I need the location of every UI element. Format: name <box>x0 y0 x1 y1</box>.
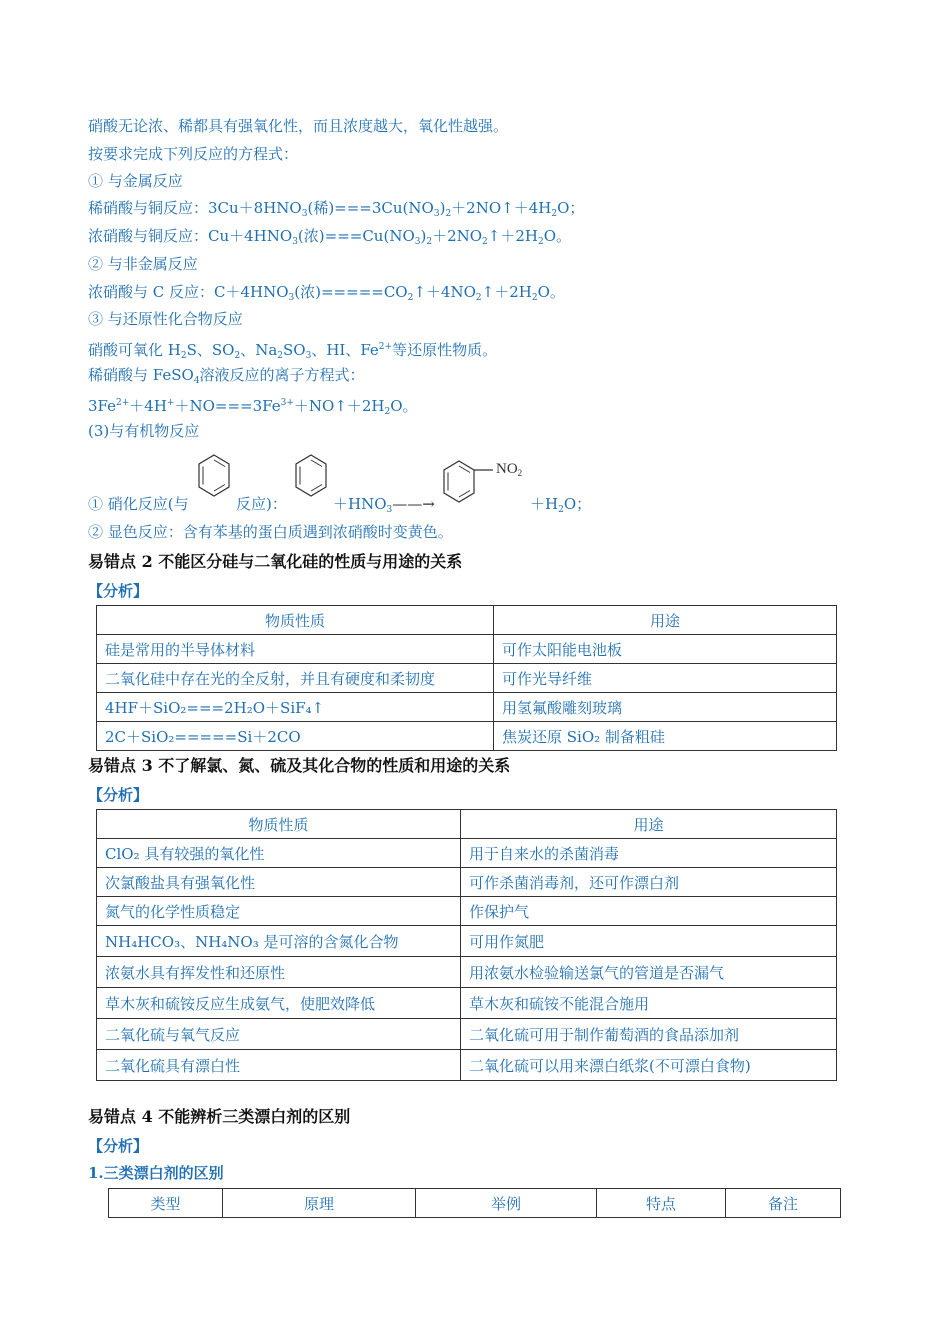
table-cell: 草木灰和硫铵不能混合施用 <box>461 988 837 1019</box>
table-header: 原理 <box>223 1189 416 1218</box>
table-header-row <box>97 810 837 839</box>
table-cell: 二氧化硫可用于制作葡萄酒的食品添加剂 <box>461 1019 837 1050</box>
benzene-ring-icon <box>293 453 329 505</box>
equation-line: 浓硝酸与铜反应：$Cu+4HNO_3$(浓)$===Cu(NO_3)_2+2NO_2↑+2H_2O$。 <box>88 227 572 247</box>
equation-line: $3Fe^{2+}+4H^++NO===3Fe^{3+}+NO↑+2H_2O$。 <box>88 397 418 417</box>
table-cell: 用于自来水的杀菌消毒 <box>461 839 837 868</box>
section-heading: 易错点 3 不了解氯、氮、硫及其化合物的性质和用途的关系 <box>88 756 511 775</box>
table-cell: 可作杀菌消毒剂，还可作漂白剂 <box>461 868 837 897</box>
table-cell: 用浓氨水检验输送氯气的管道是否漏气 <box>461 957 837 988</box>
table-cell: 焦炭还原 SiO₂ 制备粗硅 <box>494 722 837 751</box>
table-cell: 次氯酸盐具有强氧化性 <box>97 868 461 897</box>
text-line: ③ 与还原性化合物反应 <box>88 310 243 328</box>
text-line: ① 与金属反应 <box>88 172 183 190</box>
nitrogen-sulfur-properties-table <box>96 809 837 1081</box>
table-header: 举例 <box>416 1189 597 1218</box>
silicon-properties-table <box>96 605 837 751</box>
table-row <box>97 897 837 926</box>
table-row <box>97 988 837 1019</box>
table-cell: 2C＋SiO₂=====Si＋2CO <box>97 722 494 751</box>
table-cell: 可作光导纤维 <box>494 664 837 693</box>
text-line: 稀硝酸与 FeSO$_4$溶液反应的离子方程式： <box>88 366 365 386</box>
table-header-row <box>109 1189 841 1218</box>
table-header-row <box>97 606 837 635</box>
text-line: ② 与非金属反应 <box>88 255 198 273</box>
table-cell: 4HF＋SiO₂===2H₂O＋SiF₄↑ <box>97 693 494 722</box>
table-cell: NH₄HCO₃、NH₄NO₃ 是可溶的含氮化合物 <box>97 926 461 957</box>
table-row <box>97 722 837 751</box>
table-cell: 作保护气 <box>461 897 837 926</box>
table-row <box>97 926 837 957</box>
equation-line: $+H_2O$； <box>530 495 592 515</box>
text-line: (3)与有机物反应 <box>88 422 200 440</box>
subsection-heading: 1.三类漂白剂的区别 <box>88 1164 224 1182</box>
bleach-comparison-table <box>108 1188 841 1218</box>
benzene-ring-icon <box>196 453 232 505</box>
table-row <box>97 1050 837 1081</box>
analysis-label: 【分析】 <box>88 786 149 804</box>
table-cell: 二氧化硫与氧气反应 <box>97 1019 461 1050</box>
equation-line: 稀硝酸与铜反应：$3Cu+8HNO_3$(稀)$===3Cu(NO_3)_2+2NO↑+4H_2O$； <box>88 199 585 219</box>
nitro-group-label: $NO_2$ <box>496 461 523 478</box>
analysis-label: 【分析】 <box>88 1137 149 1155</box>
table-header: 备注 <box>726 1189 841 1218</box>
table-cell: 用氢氟酸雕刻玻璃 <box>494 693 837 722</box>
text-line: 硝酸可氧化 $H_2S$、$SO_2$、$Na_2SO_3$、HI、$Fe^{2+}$等还原性物质。 <box>88 341 498 361</box>
table-header: 类型 <box>109 1189 223 1218</box>
table-cell: 浓氨水具有挥发性和还原性 <box>97 957 461 988</box>
table-header: 物质性质 <box>97 810 461 839</box>
table-cell: 可作太阳能电池板 <box>494 635 837 664</box>
nitrobenzene-icon <box>441 453 501 505</box>
table-cell: 氮气的化学性质稳定 <box>97 897 461 926</box>
table-row <box>97 957 837 988</box>
equation-line: 反应)： <box>236 495 287 513</box>
table-header: 物质性质 <box>97 606 494 635</box>
table-row <box>97 635 837 664</box>
table-cell: ClO₂ 具有较强的氧化性 <box>97 839 461 868</box>
table-cell: 可用作氮肥 <box>461 926 837 957</box>
table-cell: 硅是常用的半导体材料 <box>97 635 494 664</box>
analysis-label: 【分析】 <box>88 582 149 600</box>
table-header: 用途 <box>461 810 837 839</box>
table-header: 特点 <box>597 1189 726 1218</box>
table-row <box>97 664 837 693</box>
table-row <box>97 1019 837 1050</box>
table-cell: 二氧化硫具有漂白性 <box>97 1050 461 1081</box>
equation-line: ① 硝化反应(与 <box>88 495 189 513</box>
table-cell: 二氧化硅中存在光的全反射，并且有硬度和柔韧度 <box>97 664 494 693</box>
section-heading: 易错点 2 不能区分硅与二氧化硅的性质与用途的关系 <box>88 552 463 571</box>
text-line: 按要求完成下列反应的方程式： <box>88 145 299 163</box>
table-cell: 二氧化硫可以用来漂白纸浆(不可漂白食物) <box>461 1050 837 1081</box>
table-header: 用途 <box>494 606 837 635</box>
equation-line: $+HNO_3——\to$ <box>333 495 435 515</box>
text-line: ② 显色反应：含有苯基的蛋白质遇到浓硝酸时变黄色。 <box>88 523 453 541</box>
table-cell: 草木灰和硫铵反应生成氨气，使肥效降低 <box>97 988 461 1019</box>
table-row <box>97 839 837 868</box>
table-row <box>97 868 837 897</box>
text-line: 硝酸无论浓、稀都具有强氧化性，而且浓度越大，氧化性越强。 <box>88 117 509 135</box>
equation-line: 浓硝酸与 C 反应：$C+4HNO_3$(浓)$=====CO_2↑+4NO_2↑+2H_2O$。 <box>88 283 565 303</box>
table-row <box>97 693 837 722</box>
section-heading: 易错点 4 不能辨析三类漂白剂的区别 <box>88 1107 351 1126</box>
